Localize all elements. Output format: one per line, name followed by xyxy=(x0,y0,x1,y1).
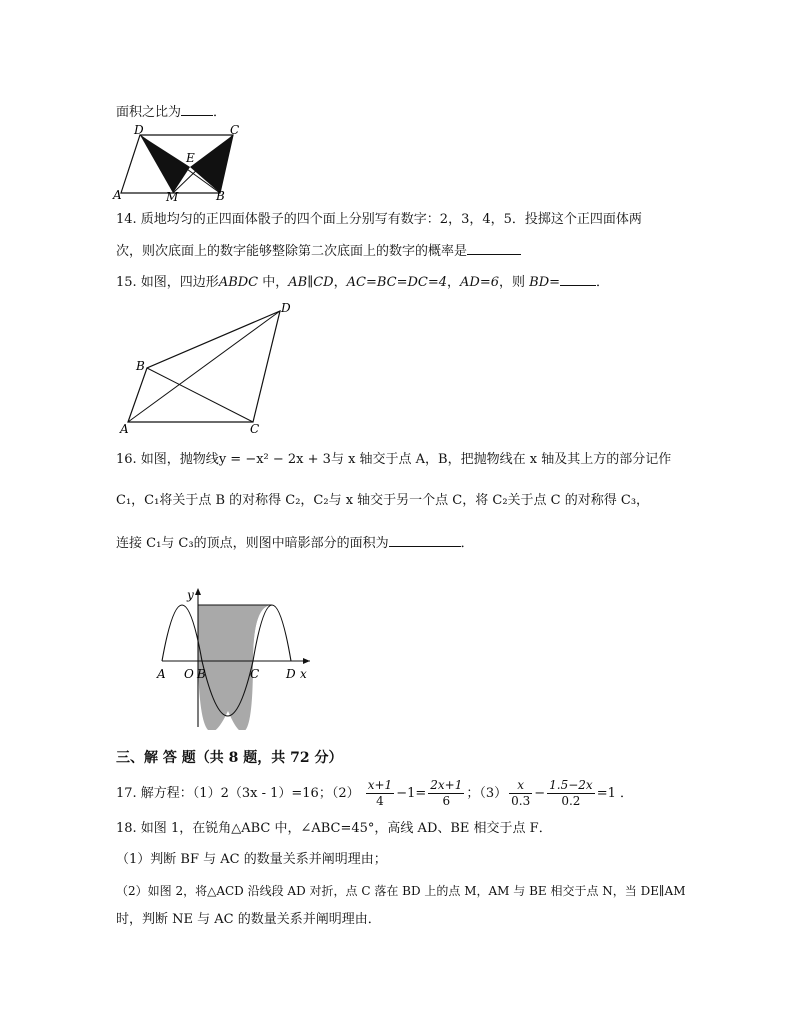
answer-blank[interactable] xyxy=(467,240,521,255)
label-d: D xyxy=(286,667,296,681)
label-a: A xyxy=(120,422,129,436)
label-b: B xyxy=(197,667,206,681)
fraction-2: $\frac{2x+1}{6}$ xyxy=(430,778,463,808)
figure-13 xyxy=(110,122,250,202)
figure-16 xyxy=(150,585,320,730)
label-c: C xyxy=(250,667,260,681)
label-x: x xyxy=(300,667,307,681)
label-c: C xyxy=(250,422,260,436)
area-ratio-line: 面积之比为 ． xyxy=(116,101,226,122)
q16-line2: C₁，C₁将关于点 B 的对称得 C₂，C₂与 x 轴交于另一个点 C，将 C₂关于点 C 的对称得 C₃， xyxy=(116,493,650,508)
answer-blank[interactable] xyxy=(389,532,461,547)
x-axis-arrow xyxy=(303,658,310,664)
label-d: D xyxy=(134,123,144,137)
fraction-1: $\frac{x+1}{4}$ xyxy=(367,778,393,808)
section-heading: 三、解 答 题（共 8 题，共 72 分） xyxy=(116,750,343,766)
diagonal-bc xyxy=(147,368,253,422)
label-o: O xyxy=(184,667,194,681)
q16-line3: 连接 C₁与 C₃的顶点，则图中暗影部分的面积为 ． xyxy=(116,532,474,553)
label-a: A xyxy=(113,188,122,202)
fraction-3: $\frac{x}{0.3}$ xyxy=(511,778,531,808)
label-c: C xyxy=(230,123,240,137)
q18-line4: 时，判断 NE 与 AC 的数量关系并阐明理由． xyxy=(116,912,381,927)
figure-15 xyxy=(114,296,304,441)
q14-line1: 14. 质地均匀的正四面体骰子的四个面上分别写有数字：2，3，4，5．投掷这个正四面体两 xyxy=(116,212,642,227)
q15-line: 15. 如图，四边形ABDC 中，AB∥CD，AC=BC=DC=4，AD=6，则 BD= ． xyxy=(116,271,609,292)
q14-line2: 次，则次底面上的数字能够整除第二次底面上的数字的概率是 xyxy=(116,240,521,261)
answer-blank[interactable] xyxy=(560,271,596,286)
curve-c1 xyxy=(162,605,202,661)
answer-blank[interactable] xyxy=(181,101,213,116)
q16-line1: 16. 如图，抛物线y = −x² − 2x + 3与 x 轴交于点 A，B，把抛物线在 x 轴及其上方的部分记作 xyxy=(116,452,672,467)
q18-line1: 18. 如图 1，在锐角△ABC 中，∠ABC=45°，高线 AD、BE 相交于点 F． xyxy=(116,821,552,836)
label-b: B xyxy=(136,359,145,373)
label-e: E xyxy=(186,151,195,165)
q17-line: 17. 解方程：（1）2（3x - 1）=16；（2） $\frac{x+1}{4}$ −1= $\frac{2x+1}{6}$ ；（3） $\frac{x}{0.3}$ − $\frac{1.5-2x}{0.2}$ =1 ． xyxy=(116,778,633,808)
q18-line2: （1）判断 BF 与 AC 的数量关系并阐明理由； xyxy=(116,852,387,867)
label-b: B xyxy=(216,189,225,202)
fraction-4: $\frac{1.5-2x}{0.2}$ xyxy=(549,778,593,808)
label-a: A xyxy=(157,667,166,681)
y-axis-arrow xyxy=(195,588,201,595)
label-d: D xyxy=(281,301,291,315)
q18-line3: （2）如图 2，将△ACD 沿线段 AD 对折，点 C 落在 BD 上的点 M，AM 与 BE 相交于点 N，当 DE∥AM xyxy=(116,884,686,898)
label-y: y xyxy=(187,588,194,602)
label-m: M xyxy=(166,190,179,202)
